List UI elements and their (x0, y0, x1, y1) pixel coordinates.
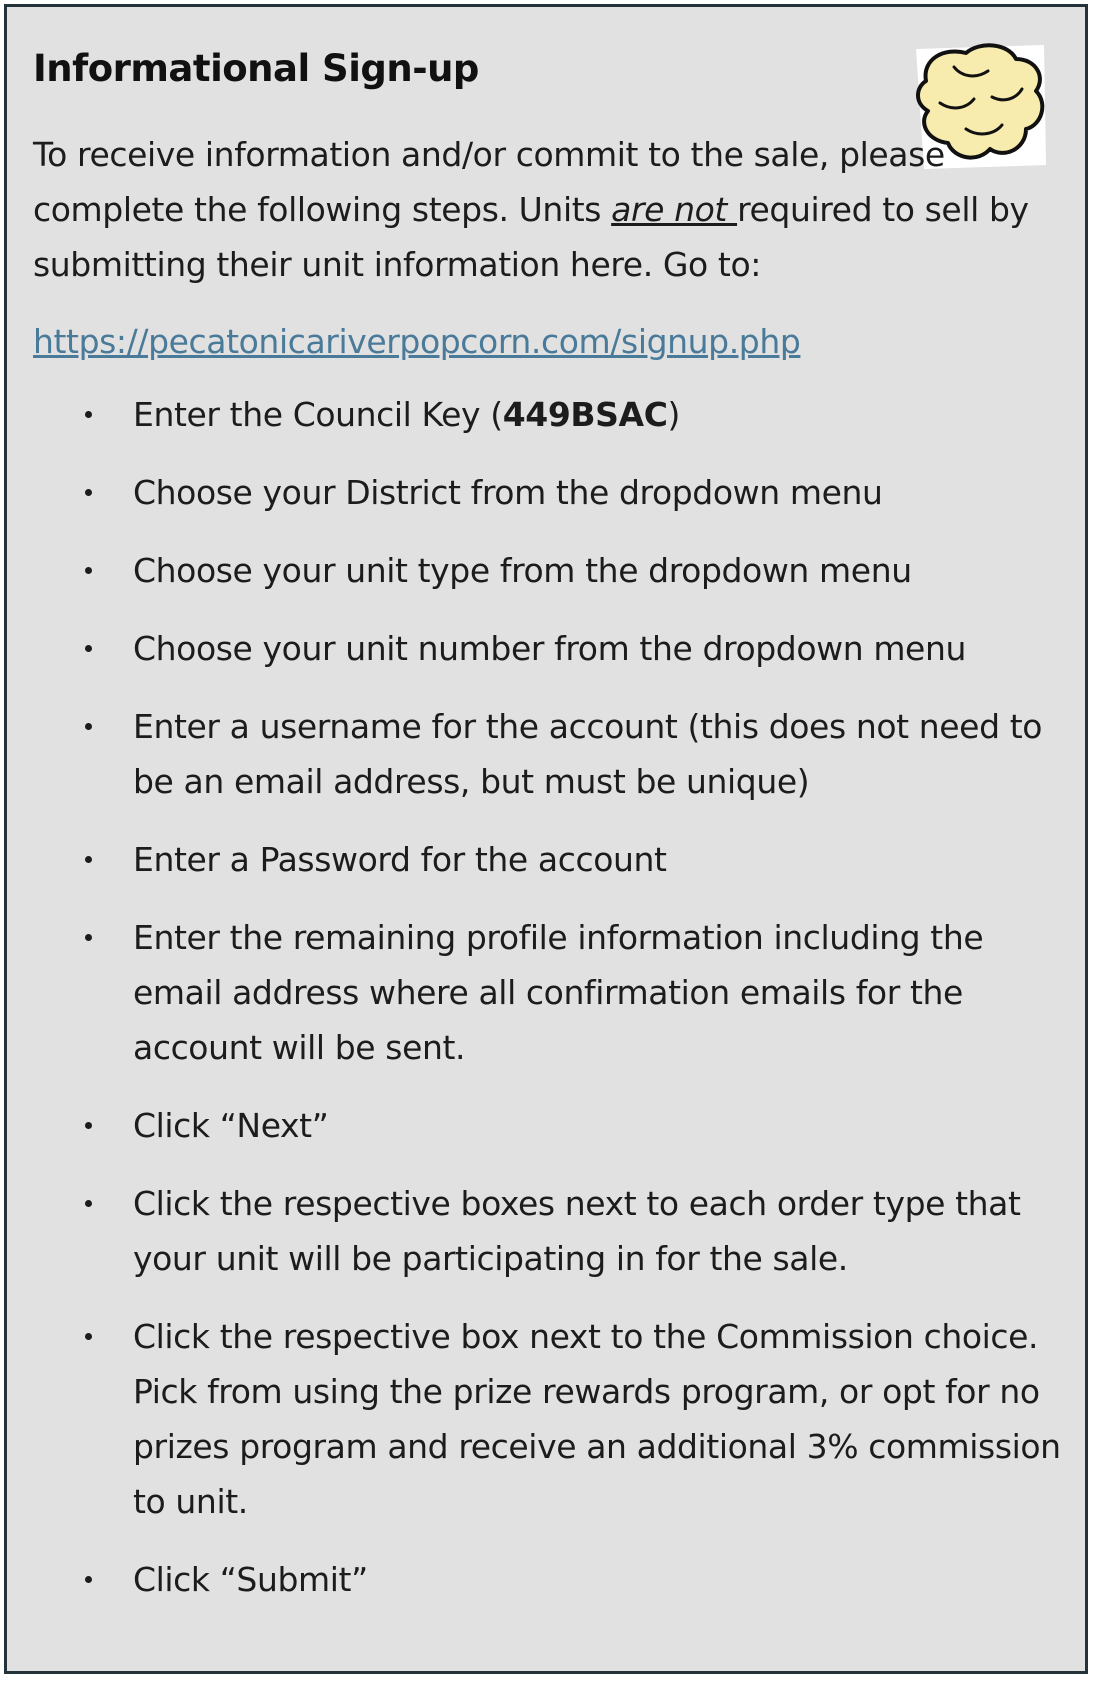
bullet-icon (85, 1333, 92, 1340)
signup-link[interactable]: https://pecatonicariverpopcorn.com/signup.php (33, 322, 801, 361)
bullet-icon (85, 567, 92, 574)
bullet-icon (85, 1122, 92, 1129)
signup-steps-list (7, 387, 1087, 1630)
bullet-icon (85, 723, 92, 730)
step-text: Click the respective box next to the Commission choice. Pick from using the prize rewards program, or opt for no prizes program and receive an additional 3% commission to unit. (133, 1317, 1061, 1521)
step-text: Choose your unit number from the dropdown menu (133, 629, 966, 668)
step-text: Click “Next” (133, 1106, 329, 1145)
step-text: Click the respective boxes next to each order type that your unit will be participating in for the sale. (133, 1184, 1021, 1278)
step-choose-district (7, 465, 1087, 520)
bullet-icon (85, 489, 92, 496)
intro-text-start: To receive information and/or commit to the sale, please complete the following steps. Units (33, 135, 945, 229)
bullet-icon (85, 645, 92, 652)
step-choose-unit-type (7, 543, 1087, 598)
step-text: Enter the remaining profile information including the email address where all confirmation emails for the account will be sent. (133, 918, 984, 1067)
bullet-icon (85, 856, 92, 863)
step-text: Enter the Council Key ( (133, 395, 503, 434)
step-text: Enter a Password for the account (133, 840, 667, 879)
step-click-next (7, 1098, 1087, 1153)
step-enter-username (7, 699, 1087, 809)
council-key: 449BSAC (502, 395, 668, 434)
step-text: Choose your District from the dropdown menu (133, 473, 883, 512)
page-title: Informational Sign-up (33, 47, 479, 90)
intro-text-end: required to sell by submitting their unit information here. Go to: (33, 190, 1029, 284)
step-click-submit (7, 1552, 1087, 1607)
step-enter-password (7, 832, 1087, 887)
bullet-icon (85, 1576, 92, 1583)
step-text: Enter a username for the account (this does not need to be an email address, but must be unique) (133, 707, 1043, 801)
bullet-icon (85, 934, 92, 941)
step-choose-unit-number (7, 621, 1087, 676)
step-text: Click “Submit” (133, 1560, 368, 1599)
step-enter-profile-info (7, 910, 1087, 1075)
bullet-icon (85, 411, 92, 418)
bullet-icon (85, 1200, 92, 1207)
step-select-order-types (7, 1176, 1087, 1286)
intro-emphasis-are-not: are not (611, 190, 738, 229)
step-text: Choose your unit type from the dropdown menu (133, 551, 912, 590)
step-select-commission (7, 1309, 1087, 1529)
intro-paragraph (33, 127, 1033, 292)
step-enter-council-key (7, 387, 1087, 442)
signup-info-panel (4, 4, 1088, 1674)
step-text: ) (667, 395, 680, 434)
